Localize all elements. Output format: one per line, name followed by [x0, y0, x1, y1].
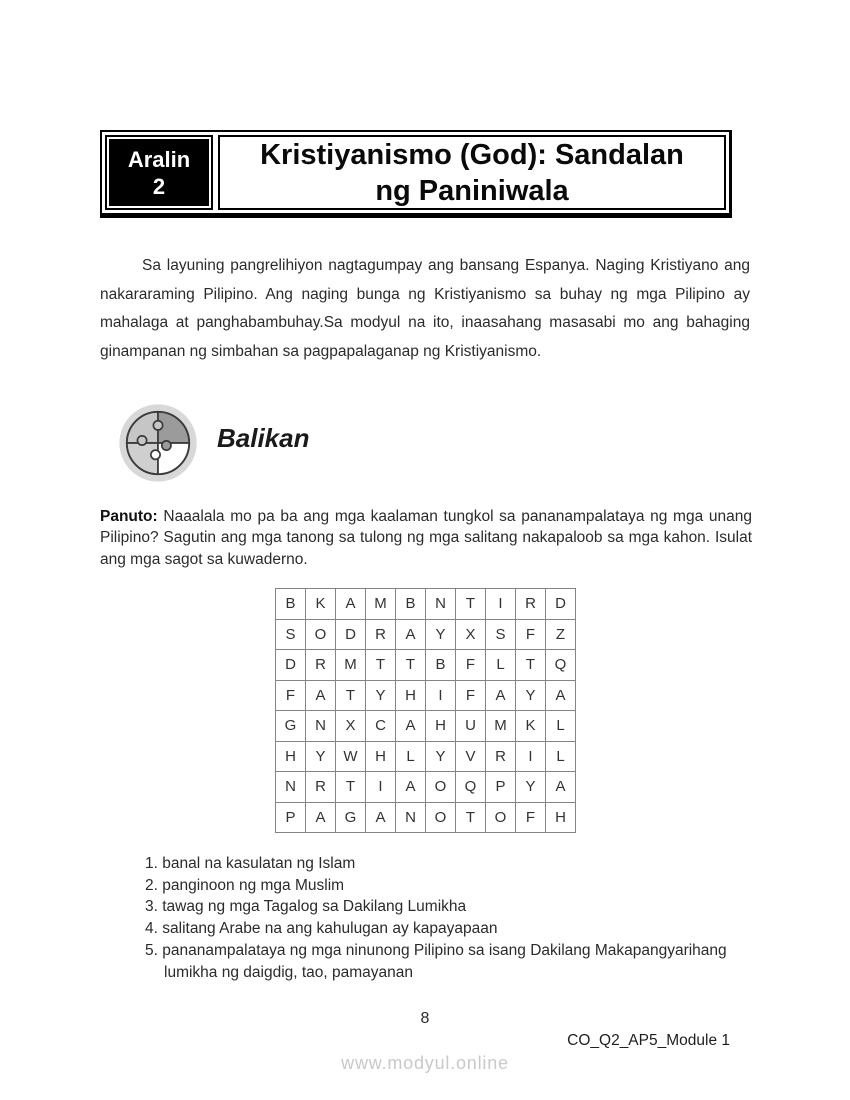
lesson-label: Aralin: [127, 146, 191, 172]
grid-cell: L: [546, 711, 576, 742]
grid-cell: I: [486, 589, 516, 620]
question-number: 1.: [145, 855, 158, 872]
question-number: 5.: [145, 941, 158, 959]
question-item: [145, 940, 747, 983]
question-text: salitang Arabe na ang kahulugan ay kapayapaan: [162, 920, 498, 938]
grid-cell: O: [486, 802, 516, 833]
grid-cell: D: [276, 650, 306, 681]
grid-cell: V: [456, 741, 486, 772]
module-code: CO_Q2_AP5_Module 1: [567, 1032, 730, 1049]
grid-cell: Y: [366, 680, 396, 711]
grid-cell: H: [276, 741, 306, 772]
grid-cell: F: [516, 802, 546, 833]
grid-cell: A: [306, 680, 336, 711]
intro-paragraph: Sa layuning pangrelihiyon nagtagumpay ang bansang Espanya. Naging Kristiyano ang nakararaming Pilipino. Ang naging bunga ng Kristiyanismo sa buhay ng mga Pilipino ay mahalaga at panghabambuhay.Sa modyul na ito, inaasahang masasabi mo ang bahaging ginampanan ng simbahan sa pagpapalaganap ng Kristiyanismo.: [100, 257, 750, 360]
grid-cell: A: [396, 619, 426, 650]
grid-cell: I: [426, 680, 456, 711]
grid-cell: N: [306, 711, 336, 742]
grid-cell: H: [546, 802, 576, 833]
grid-cell: R: [306, 772, 336, 803]
grid-cell: H: [366, 741, 396, 772]
grid-cell: T: [336, 772, 366, 803]
grid-cell: P: [486, 772, 516, 803]
grid-cell: O: [426, 772, 456, 803]
grid-cell: Y: [516, 680, 546, 711]
balikan-heading: Balikan: [217, 423, 310, 453]
grid-cell: M: [336, 650, 366, 681]
grid-cell: L: [396, 741, 426, 772]
questions-list: [145, 853, 747, 983]
grid-cell: T: [396, 650, 426, 681]
grid-cell: D: [336, 619, 366, 650]
grid-cell: B: [426, 650, 456, 681]
question-number: 4.: [145, 920, 158, 938]
grid-cell: R: [516, 589, 546, 620]
grid-cell: I: [516, 741, 546, 772]
grid-cell: S: [276, 619, 306, 650]
grid-cell: A: [546, 772, 576, 803]
grid-row: [276, 650, 576, 681]
grid-cell: A: [396, 711, 426, 742]
grid-cell: A: [486, 680, 516, 711]
grid-cell: A: [366, 802, 396, 833]
panuto-text: Naaalala mo pa ba ang mga kaalaman tungkol sa pananampalataya ng mga unang Pilipino? Sagutin ang mga tanong sa tulong ng mga salitang nakapaloob sa mga kahon. Isulat ang mga sagot sa kuwaderno.: [100, 508, 752, 568]
grid-cell: C: [366, 711, 396, 742]
question-number: 2.: [145, 876, 158, 894]
grid-cell: T: [366, 650, 396, 681]
question-text: pananampalataya ng mga ninunong Pilipino sa isang Dakilang Makapangyarihang lumikha ng daigdig, tao, pamayanan: [162, 941, 727, 981]
grid-cell: T: [336, 680, 366, 711]
grid-cell: M: [366, 589, 396, 620]
grid-cell: T: [456, 802, 486, 833]
grid-cell: A: [546, 680, 576, 711]
grid-cell: L: [546, 741, 576, 772]
word-search-grid-body: [276, 589, 576, 833]
grid-cell: Y: [426, 741, 456, 772]
grid-row: [276, 711, 576, 742]
grid-cell: F: [456, 650, 486, 681]
grid-row: [276, 802, 576, 833]
grid-cell: Q: [546, 650, 576, 681]
grid-cell: K: [516, 711, 546, 742]
grid-cell: T: [456, 589, 486, 620]
grid-row: [276, 680, 576, 711]
grid-cell: I: [366, 772, 396, 803]
grid-cell: Y: [426, 619, 456, 650]
lesson-banner: [100, 130, 732, 218]
grid-cell: R: [486, 741, 516, 772]
panuto-paragraph: [100, 506, 752, 570]
grid-cell: Y: [516, 772, 546, 803]
question-text: panginoon ng mga Muslim: [162, 876, 345, 894]
watermark: www.modyul.online: [341, 1053, 509, 1073]
grid-row: [276, 772, 576, 803]
panuto-label: Panuto:: [100, 508, 158, 525]
grid-cell: R: [366, 619, 396, 650]
question-text: tawag ng mga Tagalog sa Dakilang Lumikha: [162, 898, 467, 916]
page-number: 8: [420, 1010, 430, 1027]
grid-cell: K: [306, 589, 336, 620]
grid-cell: B: [276, 589, 306, 620]
grid-cell: R: [306, 650, 336, 681]
grid-row: [276, 741, 576, 772]
question-number: 3.: [145, 898, 158, 916]
grid-cell: A: [396, 772, 426, 803]
grid-cell: A: [306, 802, 336, 833]
grid-cell: O: [426, 802, 456, 833]
grid-cell: A: [336, 589, 366, 620]
grid-cell: F: [516, 619, 546, 650]
question-item: [145, 875, 747, 897]
grid-cell: S: [486, 619, 516, 650]
grid-cell: T: [516, 650, 546, 681]
grid-cell: F: [456, 680, 486, 711]
grid-cell: M: [486, 711, 516, 742]
grid-cell: H: [396, 680, 426, 711]
lesson-title-line2: ng Paniniwala: [375, 174, 569, 207]
lesson-number: 2: [152, 173, 166, 199]
word-search-grid: [275, 588, 576, 833]
grid-cell: G: [276, 711, 306, 742]
grid-cell: N: [426, 589, 456, 620]
question-item: [145, 896, 747, 918]
grid-cell: N: [396, 802, 426, 833]
grid-cell: B: [396, 589, 426, 620]
grid-cell: N: [276, 772, 306, 803]
lesson-number-box: [105, 135, 213, 210]
grid-cell: Q: [456, 772, 486, 803]
lesson-title-box: [218, 135, 726, 210]
lesson-title-line1: Kristiyanismo (God): Sandalan: [260, 138, 684, 171]
question-text: banal na kasulatan ng Islam: [162, 855, 356, 872]
question-item: [145, 853, 747, 875]
grid-cell: G: [336, 802, 366, 833]
grid-cell: L: [486, 650, 516, 681]
grid-cell: D: [546, 589, 576, 620]
grid-cell: W: [336, 741, 366, 772]
grid-cell: H: [426, 711, 456, 742]
puzzle-icon: [116, 401, 200, 485]
grid-row: [276, 619, 576, 650]
grid-row: [276, 589, 576, 620]
grid-cell: F: [276, 680, 306, 711]
grid-cell: X: [336, 711, 366, 742]
grid-cell: X: [456, 619, 486, 650]
grid-cell: Z: [546, 619, 576, 650]
grid-cell: U: [456, 711, 486, 742]
grid-cell: O: [306, 619, 336, 650]
grid-cell: P: [276, 802, 306, 833]
grid-cell: Y: [306, 741, 336, 772]
question-item: [145, 918, 747, 940]
